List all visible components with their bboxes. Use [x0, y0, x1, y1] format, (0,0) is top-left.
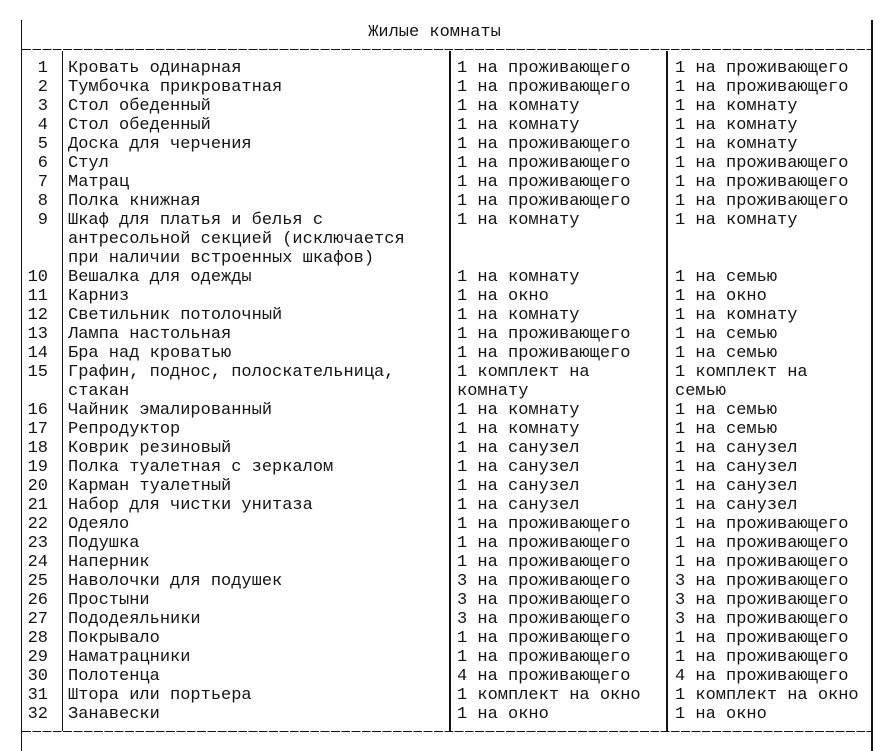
cell-line: 1 на комнату: [675, 211, 798, 230]
cell-line: 1 на проживающего: [675, 59, 849, 78]
cell-line: Полка книжная: [68, 192, 201, 211]
row-number-cell: [21, 59, 62, 78]
cell-line: 1 на проживающего: [675, 192, 849, 211]
item-name-cell: [62, 439, 450, 458]
cell-line: 10: [27, 268, 48, 287]
item-name-cell: [62, 116, 450, 135]
cell-line: 29: [27, 648, 48, 667]
cell-line: 9: [37, 211, 48, 230]
cell-line: 4 на проживающего: [675, 667, 849, 686]
norm-col-a-cell: [450, 591, 667, 610]
cell-line: 1 на санузел: [675, 439, 798, 458]
row-number-cell: [21, 287, 62, 306]
item-name-cell: [62, 78, 450, 97]
item-name-cell: [62, 515, 450, 534]
cell-line: Шкаф для платья и белья с: [68, 211, 324, 230]
cell-line: Полка туалетная с зеркалом: [68, 458, 334, 477]
cell-line: Набор для чистки унитаза: [68, 496, 313, 515]
item-name-cell: [62, 420, 450, 439]
item-name-cell: [62, 325, 450, 344]
cell-line: Наматрацники: [68, 648, 191, 667]
norm-col-b-cell: [667, 401, 872, 420]
row-number-cell: [21, 686, 62, 705]
norm-col-a-cell: [450, 496, 667, 515]
cell-line: Репродуктор: [68, 420, 181, 439]
norm-col-a-cell: [450, 154, 667, 173]
cell-line: 24: [27, 553, 48, 572]
cell-line: 6: [37, 154, 48, 173]
table-row: [21, 78, 872, 97]
item-name-cell: [62, 363, 450, 401]
row-number-cell: [21, 496, 62, 515]
cell-line: 1 комплект на окно: [457, 686, 641, 705]
norm-col-a-cell: [450, 610, 667, 629]
item-name-cell: [62, 268, 450, 287]
cell-line: 1 на санузел: [457, 496, 580, 515]
cell-line: 1 комплект на: [457, 363, 590, 382]
cell-line: 1 на комнату: [457, 211, 580, 230]
cell-line: Матрац: [68, 173, 130, 192]
cell-line: 1 на комнату: [675, 97, 798, 116]
cell-line: 1 на проживающего: [457, 629, 631, 648]
cell-line: 1 на комнату: [457, 268, 580, 287]
row-number-cell: [21, 534, 62, 553]
cell-line: Тумбочка прикроватная: [68, 78, 283, 97]
item-name-cell: [62, 477, 450, 496]
cell-line: 30: [27, 667, 48, 686]
cell-line: 1 на окно: [457, 287, 549, 306]
row-number-cell: [21, 629, 62, 648]
cell-line: 1 на санузел: [457, 477, 580, 496]
cell-line: 8: [37, 192, 48, 211]
cell-line: 1 на проживающего: [675, 553, 849, 572]
cell-line: 1 на проживающего: [457, 192, 631, 211]
row-number-cell: [21, 192, 62, 211]
cell-line: 1 комплект на окно: [675, 686, 859, 705]
table-row: [21, 667, 872, 686]
cell-line: 5: [37, 135, 48, 154]
cell-line: Наволочки для подушек: [68, 572, 283, 591]
cell-line: Карман туалетный: [68, 477, 232, 496]
row-number-cell: [21, 420, 62, 439]
cell-line: 23: [27, 534, 48, 553]
header-divider-line: [22, 49, 871, 51]
cell-line: 3 на проживающего: [675, 610, 849, 629]
cell-line: стакан: [68, 382, 130, 401]
row-number-cell: [21, 135, 62, 154]
table-row: [21, 173, 872, 192]
cell-line: 3 на проживающего: [675, 572, 849, 591]
cell-line: 7: [37, 173, 48, 192]
cell-line: 1 на комнату: [457, 306, 580, 325]
norm-col-b-cell: [667, 477, 872, 496]
norm-col-b-cell: [667, 629, 872, 648]
cell-line: 14: [27, 344, 48, 363]
cell-line: 1 на проживающего: [457, 154, 631, 173]
table-bottom-divider-line: [22, 731, 871, 733]
cell-line: 1 на санузел: [675, 477, 798, 496]
cell-line: 1 на семью: [675, 420, 778, 439]
norm-col-b-cell: [667, 306, 872, 325]
item-name-cell: [62, 59, 450, 78]
cell-line: Чайник эмалированный: [68, 401, 273, 420]
table-row: [21, 705, 872, 724]
table-row: [21, 629, 872, 648]
table-row: [21, 610, 872, 629]
norm-col-a-cell: [450, 401, 667, 420]
norm-col-a-cell: [450, 59, 667, 78]
cell-line: 1 на проживающего: [457, 135, 631, 154]
cell-line: 20: [27, 477, 48, 496]
norm-col-b-cell: [667, 591, 872, 610]
table-row: [21, 496, 872, 515]
item-name-cell: [62, 344, 450, 363]
cell-line: 1 на комнату: [457, 401, 580, 420]
table-row: [21, 192, 872, 211]
cell-line: 1 на семью: [675, 401, 778, 420]
cell-line: 1: [37, 59, 48, 78]
norm-col-b-cell: [667, 135, 872, 154]
table-row: [21, 59, 872, 78]
cell-line: 4 на проживающего: [457, 667, 631, 686]
row-number-cell: [21, 705, 62, 724]
cell-line: 1 на санузел: [457, 439, 580, 458]
table-row: [21, 401, 872, 420]
table-row: [21, 591, 872, 610]
cell-line: 11: [27, 287, 48, 306]
cell-line: 13: [27, 325, 48, 344]
row-number-cell: [21, 116, 62, 135]
table-row: [21, 287, 872, 306]
norm-col-a-cell: [450, 629, 667, 648]
cell-line: 1 на проживающего: [675, 78, 849, 97]
item-name-cell: [62, 648, 450, 667]
norm-col-b-cell: [667, 59, 872, 78]
cell-line: антресольной секцией (исключается: [68, 230, 405, 249]
cell-line: 1 на комнату: [675, 306, 798, 325]
cell-line: 4: [37, 116, 48, 135]
row-number-cell: [21, 667, 62, 686]
cell-line: 21: [27, 496, 48, 515]
norm-col-a-cell: [450, 344, 667, 363]
norm-col-b-cell: [667, 553, 872, 572]
cell-line: 1 на комнату: [457, 116, 580, 135]
cell-line: 1 на проживающего: [675, 173, 849, 192]
norm-col-a-cell: [450, 116, 667, 135]
cell-line: Подушка: [68, 534, 140, 553]
row-number-cell: [21, 325, 62, 344]
cell-line: 19: [27, 458, 48, 477]
norm-col-a-cell: [450, 439, 667, 458]
table-row: [21, 135, 872, 154]
cell-line: Занавески: [68, 705, 160, 724]
norm-col-b-cell: [667, 515, 872, 534]
row-number-cell: [21, 97, 62, 116]
norm-col-a-cell: [450, 306, 667, 325]
norm-col-a-cell: [450, 667, 667, 686]
cell-line: 1 комплект на: [675, 363, 808, 382]
item-name-cell: [62, 610, 450, 629]
norm-col-a-cell: [450, 135, 667, 154]
table-row: [21, 534, 872, 553]
norm-col-b-cell: [667, 667, 872, 686]
item-name-cell: [62, 154, 450, 173]
norm-col-b-cell: [667, 344, 872, 363]
cell-line: Кровать одинарная: [68, 59, 242, 78]
cell-line: Штора или портьера: [68, 686, 252, 705]
item-name-cell: [62, 534, 450, 553]
cell-line: 1 на проживающего: [457, 534, 631, 553]
cell-line: 1 на комнату: [457, 97, 580, 116]
row-number-cell: [21, 553, 62, 572]
norm-col-a-cell: [450, 515, 667, 534]
norm-col-b-cell: [667, 686, 872, 705]
row-number-cell: [21, 78, 62, 97]
item-name-cell: [62, 192, 450, 211]
norm-col-a-cell: [450, 648, 667, 667]
norm-col-a-cell: [450, 705, 667, 724]
norm-col-a-cell: [450, 211, 667, 268]
row-number-cell: [21, 458, 62, 477]
norm-col-b-cell: [667, 572, 872, 591]
table-row: [21, 154, 872, 173]
item-name-cell: [62, 458, 450, 477]
table-row: [21, 211, 872, 268]
row-number-cell: [21, 439, 62, 458]
norm-col-b-cell: [667, 496, 872, 515]
cell-line: 12: [27, 306, 48, 325]
cell-line: 1 на комнату: [675, 135, 798, 154]
norm-col-a-cell: [450, 97, 667, 116]
table-row: [21, 116, 872, 135]
cell-line: 1 на проживающего: [675, 648, 849, 667]
norm-col-a-cell: [450, 420, 667, 439]
norm-col-b-cell: [667, 458, 872, 477]
cell-line: 3 на проживающего: [675, 591, 849, 610]
cell-line: 1 на проживающего: [675, 515, 849, 534]
cell-line: 25: [27, 572, 48, 591]
cell-line: 28: [27, 629, 48, 648]
cell-line: Одеяло: [68, 515, 130, 534]
row-number-cell: [21, 572, 62, 591]
cell-line: Стол обеденный: [68, 116, 211, 135]
row-number-cell: [21, 515, 62, 534]
cell-line: Коврик резиновый: [68, 439, 232, 458]
cell-line: 32: [27, 705, 48, 724]
norm-col-a-cell: [450, 477, 667, 496]
norm-col-a-cell: [450, 534, 667, 553]
cell-line: при наличии встроенных шкафов): [68, 249, 375, 268]
norm-col-a-cell: [450, 325, 667, 344]
table-row: [21, 477, 872, 496]
norm-col-b-cell: [667, 534, 872, 553]
cell-line: 18: [27, 439, 48, 458]
cell-line: Покрывало: [68, 629, 160, 648]
cell-line: Вешалка для одежды: [68, 268, 252, 287]
table-row: [21, 572, 872, 591]
norm-col-b-cell: [667, 705, 872, 724]
cell-line: 1 на семью: [675, 325, 778, 344]
item-name-cell: [62, 135, 450, 154]
table-title: Жилые комнаты: [368, 23, 501, 42]
cell-line: 1 на проживающего: [457, 344, 631, 363]
row-number-cell: [21, 591, 62, 610]
norm-col-b-cell: [667, 325, 872, 344]
cell-line: 3 на проживающего: [457, 572, 631, 591]
cell-line: 1 на семью: [675, 344, 778, 363]
table-row: [21, 344, 872, 363]
norm-col-b-cell: [667, 363, 872, 401]
norm-col-b-cell: [667, 78, 872, 97]
table-row: [21, 458, 872, 477]
norm-col-a-cell: [450, 192, 667, 211]
row-number-cell: [21, 344, 62, 363]
cell-line: 26: [27, 591, 48, 610]
norm-col-b-cell: [667, 173, 872, 192]
norm-col-b-cell: [667, 154, 872, 173]
norm-col-a-cell: [450, 572, 667, 591]
cell-line: 22: [27, 515, 48, 534]
cell-line: 17: [27, 420, 48, 439]
cell-line: 1 на проживающего: [457, 515, 631, 534]
norm-col-b-cell: [667, 610, 872, 629]
table-row: [21, 97, 872, 116]
item-name-cell: [62, 306, 450, 325]
norm-col-b-cell: [667, 192, 872, 211]
cell-line: Графин, поднос, полоскательница,: [68, 363, 395, 382]
cell-line: Полотенца: [68, 667, 160, 686]
norm-col-b-cell: [667, 116, 872, 135]
cell-line: 1 на санузел: [675, 458, 798, 477]
cell-line: 2: [37, 78, 48, 97]
norm-col-b-cell: [667, 211, 872, 268]
cell-line: 1 на проживающего: [675, 629, 849, 648]
item-name-cell: [62, 629, 450, 648]
norm-col-b-cell: [667, 268, 872, 287]
table-row: [21, 648, 872, 667]
item-name-cell: [62, 686, 450, 705]
cell-line: Светильник потолочный: [68, 306, 283, 325]
cell-line: Лампа настольная: [68, 325, 232, 344]
norm-col-a-cell: [450, 173, 667, 192]
norm-col-a-cell: [450, 686, 667, 705]
cell-line: Стул: [68, 154, 109, 173]
cell-line: 1 на окно: [675, 705, 767, 724]
item-name-cell: [62, 97, 450, 116]
cell-line: 31: [27, 686, 48, 705]
cell-line: 1 на окно: [457, 705, 549, 724]
row-number-cell: [21, 401, 62, 420]
item-name-cell: [62, 553, 450, 572]
norm-col-b-cell: [667, 97, 872, 116]
cell-line: 1 на проживающего: [457, 78, 631, 97]
row-number-cell: [21, 477, 62, 496]
table-row: [21, 363, 872, 401]
cell-line: 1 на проживающего: [457, 59, 631, 78]
table-row: [21, 306, 872, 325]
item-name-cell: [62, 287, 450, 306]
cell-line: семью: [675, 382, 727, 401]
row-number-cell: [21, 363, 62, 401]
cell-line: Наперник: [68, 553, 150, 572]
cell-line: 1 на проживающего: [457, 173, 631, 192]
item-name-cell: [62, 572, 450, 591]
cell-line: 1 на санузел: [675, 496, 798, 515]
item-name-cell: [62, 705, 450, 724]
table-row: [21, 325, 872, 344]
cell-line: 1 на проживающего: [675, 154, 849, 173]
norm-col-b-cell: [667, 287, 872, 306]
table-row: [21, 268, 872, 287]
cell-line: 1 на проживающего: [675, 534, 849, 553]
cell-line: 1 на окно: [675, 287, 767, 306]
row-number-cell: [21, 154, 62, 173]
cell-line: Пододеяльники: [68, 610, 201, 629]
cell-line: 27: [27, 610, 48, 629]
cell-line: 1 на комнату: [457, 420, 580, 439]
item-name-cell: [62, 591, 450, 610]
table-row: [21, 420, 872, 439]
norm-col-b-cell: [667, 648, 872, 667]
row-number-cell: [21, 610, 62, 629]
cell-line: 1 на санузел: [457, 458, 580, 477]
cell-line: Простыни: [68, 591, 150, 610]
cell-line: 1 на семью: [675, 268, 778, 287]
cell-line: 3 на проживающего: [457, 610, 631, 629]
cell-line: Стол обеденный: [68, 97, 211, 116]
norm-col-a-cell: [450, 553, 667, 572]
item-name-cell: [62, 496, 450, 515]
row-number-cell: [21, 268, 62, 287]
row-number-cell: [21, 306, 62, 325]
norm-col-a-cell: [450, 458, 667, 477]
cell-line: 16: [27, 401, 48, 420]
table-row: [21, 553, 872, 572]
item-name-cell: [62, 173, 450, 192]
norm-col-b-cell: [667, 420, 872, 439]
cell-line: 1 на проживающего: [457, 553, 631, 572]
cell-line: 3 на проживающего: [457, 591, 631, 610]
cell-line: Карниз: [68, 287, 130, 306]
item-name-cell: [62, 211, 450, 268]
cell-line: 15: [27, 363, 48, 382]
cell-line: комнату: [457, 382, 529, 401]
cell-line: 1 на проживающего: [457, 325, 631, 344]
row-number-cell: [21, 173, 62, 192]
norm-col-b-cell: [667, 439, 872, 458]
cell-line: 1 на проживающего: [457, 648, 631, 667]
cell-line: Доска для черчения: [68, 135, 252, 154]
cell-line: Бра над кроватью: [68, 344, 232, 363]
row-number-cell: [21, 211, 62, 268]
row-number-cell: [21, 648, 62, 667]
norm-col-a-cell: [450, 268, 667, 287]
norm-col-a-cell: [450, 287, 667, 306]
table-row: [21, 439, 872, 458]
norm-col-a-cell: [450, 363, 667, 401]
cell-line: 3: [37, 97, 48, 116]
cell-line: 1 на комнату: [675, 116, 798, 135]
table-row: [21, 686, 872, 705]
norm-col-a-cell: [450, 78, 667, 97]
item-name-cell: [62, 667, 450, 686]
item-name-cell: [62, 401, 450, 420]
table-body: [21, 59, 872, 724]
table-row: [21, 515, 872, 534]
